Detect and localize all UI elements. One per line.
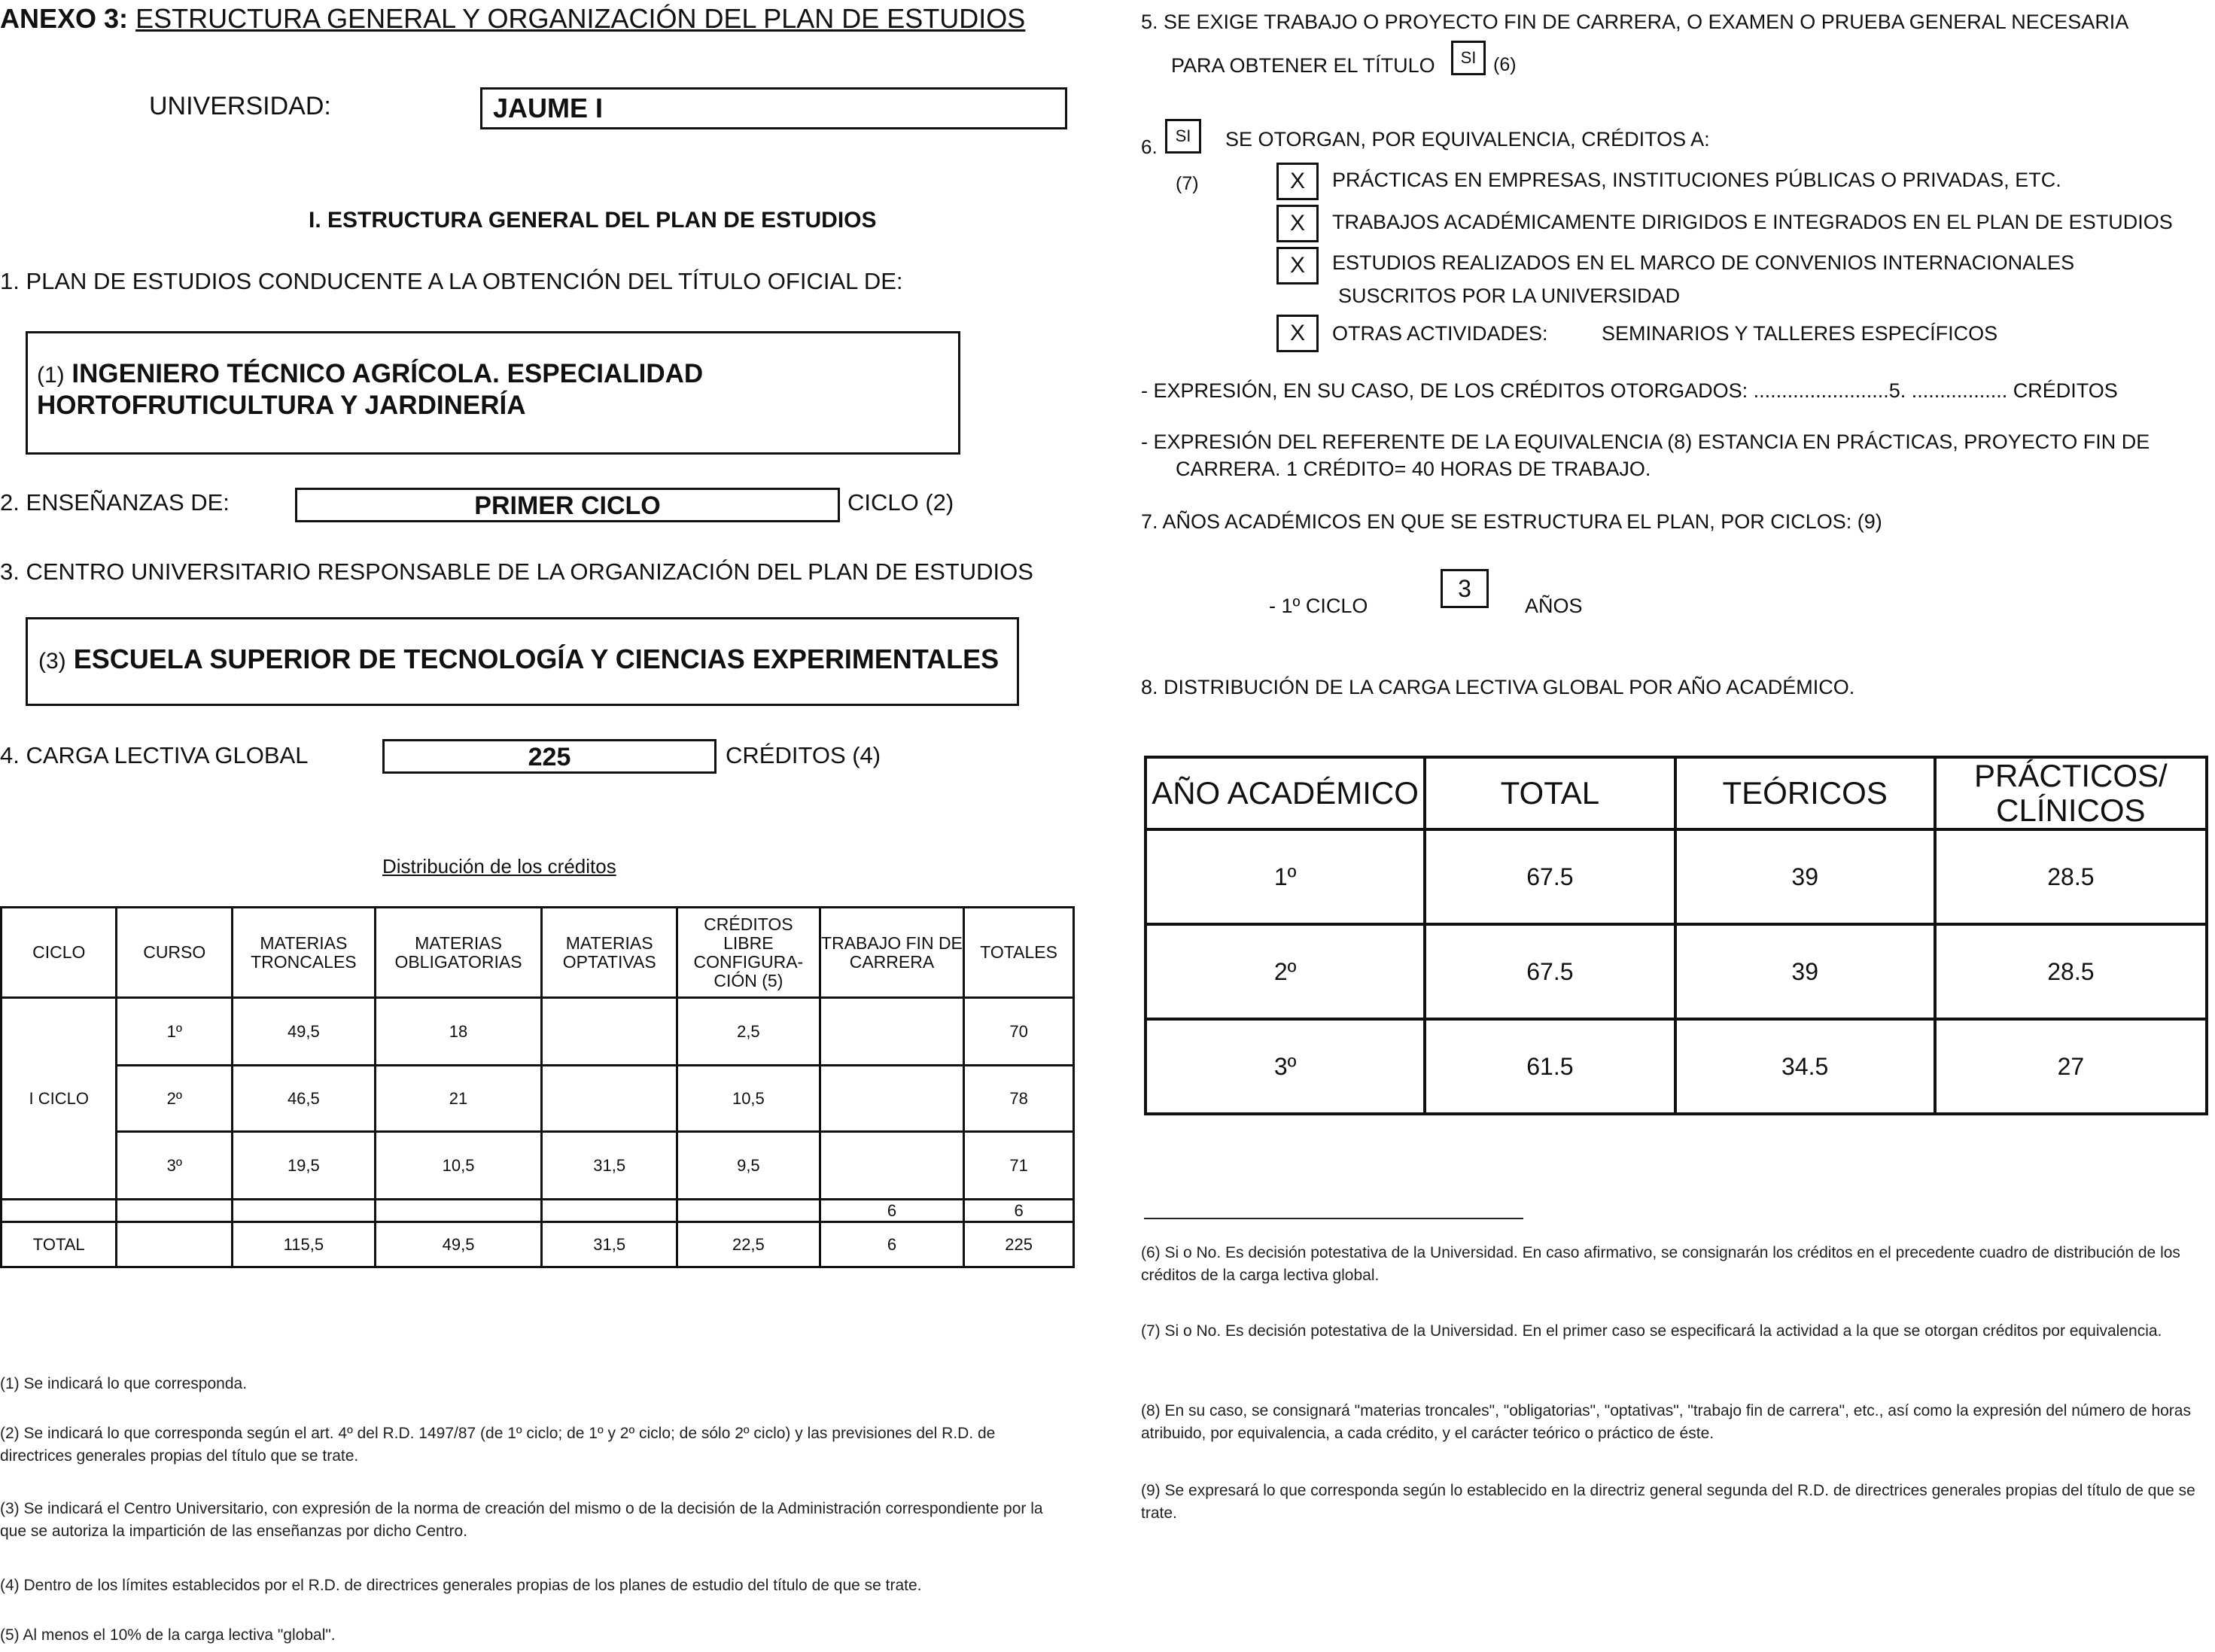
load-row bbox=[1146, 1019, 2207, 1114]
dist-header-cell: TRABAJO FIN DE CARRERA bbox=[820, 908, 963, 998]
dist-header-cell: CRÉDITOS LIBRE CONFIGURA-CIÓN (5) bbox=[677, 908, 820, 998]
dist-cell: 70 bbox=[964, 998, 1074, 1066]
load-cell: 3º bbox=[1146, 1019, 1425, 1114]
section1-title: I. ESTRUCTURA GENERAL DEL PLAN DE ESTUDIOS bbox=[309, 208, 877, 233]
dist-cell: 49,5 bbox=[233, 998, 376, 1066]
dist-cell: 46,5 bbox=[233, 1066, 376, 1132]
load-cell: 27 bbox=[1935, 1019, 2207, 1114]
annual-load-table bbox=[1144, 756, 2208, 1115]
degree-text-2: HORTOFRUTICULTURA Y JARDINERÍA bbox=[37, 391, 526, 420]
option-label: TRABAJOS ACADÉMICAMENTE DIRIGIDOS E INTEGRADOS EN EL PLAN DE ESTUDIOS bbox=[1332, 211, 2173, 233]
degree-field bbox=[26, 331, 960, 455]
dist-cell: 225 bbox=[964, 1222, 1074, 1267]
load-cell: 67.5 bbox=[1425, 829, 1675, 924]
load-cell: 39 bbox=[1675, 829, 1935, 924]
dist-cell: 31,5 bbox=[542, 1222, 677, 1267]
center-value: ESCUELA SUPERIOR DE TECNOLOGÍA Y CIENCIAS EXPERIMENTALES bbox=[73, 643, 999, 674]
section7-unit: AÑOS bbox=[1525, 595, 1583, 617]
dist-header-cell: MATERIAS TRONCALES bbox=[233, 908, 376, 998]
load-row bbox=[1146, 924, 2207, 1019]
load-header-cell: TEÓRICOS bbox=[1675, 757, 1935, 829]
load-cell: 61.5 bbox=[1425, 1019, 1675, 1114]
credits-distribution-table bbox=[0, 906, 1075, 1268]
load-cell: 39 bbox=[1675, 924, 1935, 1019]
dist-cell bbox=[820, 1132, 963, 1200]
university-field bbox=[480, 87, 1067, 129]
item2-suffix: CICLO (2) bbox=[847, 489, 954, 516]
dist-header-cell: CURSO bbox=[117, 908, 233, 998]
load-cell: 34.5 bbox=[1675, 1019, 1935, 1114]
footnote-7: (7) Si o No. Es decisión potestativa de la Universidad. En el primer caso se especificará la actividad a la que se otorgan créditos por equivalencia. bbox=[1141, 1322, 2162, 1340]
dist-cell: 6 bbox=[820, 1200, 963, 1222]
option-checkbox[interactable]: X bbox=[1276, 247, 1319, 284]
section7-label: 7. AÑOS ACADÉMICOS EN QUE SE ESTRUCTURA EL PLAN, POR CICLOS: (9) bbox=[1141, 510, 1882, 533]
annex-title: ESTRUCTURA GENERAL Y ORGANIZACIÓN DEL PLAN DE ESTUDIOS bbox=[135, 3, 1026, 34]
footnote-5: (5) Al menos el 10% de la carga lectiva "global". bbox=[0, 1626, 336, 1644]
load-cell: 2º bbox=[1146, 924, 1425, 1019]
dist-cell: 18 bbox=[375, 998, 542, 1066]
annex-label: ANEXO 3: bbox=[0, 3, 129, 34]
footnote-4: (4) Dentro de los límites establecidos por el R.D. de directrices generales propias de los planes de estudio del título de que se trate. bbox=[0, 1577, 922, 1594]
dist-total-label: TOTAL bbox=[2, 1222, 117, 1267]
section5-answer-box: SI bbox=[1451, 41, 1486, 75]
option-label: PRÁCTICAS EN EMPRESAS, INSTITUCIONES PÚBLICAS O PRIVADAS, ETC. bbox=[1332, 169, 2061, 191]
section7-ciclo: - 1º CICLO bbox=[1269, 595, 1368, 617]
load-cell: 28.5 bbox=[1935, 924, 2207, 1019]
section6-ref: (7) bbox=[1176, 173, 1199, 194]
item4-suffix: CRÉDITOS (4) bbox=[726, 742, 881, 768]
center-line bbox=[38, 643, 999, 675]
dist-cell: 21 bbox=[375, 1066, 542, 1132]
dist-cell: 10,5 bbox=[375, 1132, 542, 1200]
dist-header-cell: MATERIAS OBLIGATORIAS bbox=[375, 908, 542, 998]
dist-cell: 2,5 bbox=[677, 998, 820, 1066]
load-cell: 1º bbox=[1146, 829, 1425, 924]
university-label: UNIVERSIDAD: bbox=[149, 92, 331, 120]
dist-cell: 3º bbox=[117, 1132, 233, 1200]
option-detail: SEMINARIOS Y TALLERES ESPECÍFICOS bbox=[1602, 322, 1998, 345]
option-checkbox[interactable]: X bbox=[1276, 163, 1319, 200]
dist-header-cell: CICLO bbox=[2, 908, 117, 998]
distribution-title: Distribución de los créditos bbox=[382, 855, 616, 878]
degree-line1 bbox=[37, 359, 703, 389]
dist-cell: 1º bbox=[117, 998, 233, 1066]
dist-cell: 115,5 bbox=[233, 1222, 376, 1267]
dist-cell: 9,5 bbox=[677, 1132, 820, 1200]
dist-extra-row bbox=[2, 1200, 1074, 1222]
footnote-3: (3) Se indicará el Centro Universitario, con expresión de la norma de creación del mismo o de la decisión de la Administración correspondiente por la que se autoriza la impartición de las enseñanzas por dicho Centro. bbox=[0, 1500, 1043, 1540]
footnote-2: (2) Se indicará lo que corresponda según el art. 4º del R.D. 1497/87 (de 1º ciclo; de 1º y 2º ciclo; de sólo 2º ciclo) y las previsiones del R.D. de directrices generales propias del título que se trate. bbox=[0, 1425, 996, 1465]
dist-ciclo-cell: I CICLO bbox=[2, 998, 117, 1200]
dist-cell: 49,5 bbox=[375, 1222, 542, 1267]
dist-cell: 2º bbox=[117, 1066, 233, 1132]
footnote-8: (8) En su caso, se consignará "materias troncales", "obligatorias", "optativas", "trabajo fin de carrera", etc., así como la expresión del número de horas atribuido, por equivalencia, a cada crédito, y el carácter teórico o práctico de éste. bbox=[1141, 1402, 2191, 1442]
item3-label: 3. CENTRO UNIVERSITARIO RESPONSABLE DE LA ORGANIZACIÓN DEL PLAN DE ESTUDIOS bbox=[0, 558, 1033, 585]
load-header-row bbox=[1146, 757, 2207, 829]
load-cell: 28.5 bbox=[1935, 829, 2207, 924]
load-header-cell: AÑO ACADÉMICO bbox=[1146, 757, 1425, 829]
load-header-cell: TOTAL bbox=[1425, 757, 1675, 829]
footnote-1: (1) Se indicará lo que corresponda. bbox=[0, 1375, 248, 1392]
load-cell: 67.5 bbox=[1425, 924, 1675, 1019]
section6-answer-box: SI bbox=[1165, 119, 1201, 154]
expr-ref-line1: - EXPRESIÓN DEL REFERENTE DE LA EQUIVALENCIA (8) ESTANCIA EN PRÁCTICAS, PROYECTO FIN DE bbox=[1141, 430, 2150, 453]
university-value: JAUME I bbox=[493, 93, 604, 123]
center-field bbox=[26, 617, 1019, 706]
degree-text-1: INGENIERO TÉCNICO AGRÍCOLA. ESPECIALIDAD bbox=[72, 359, 704, 388]
dist-total-row bbox=[2, 1222, 1074, 1267]
dist-row bbox=[2, 998, 1074, 1066]
expr-credits: - EXPRESIÓN, EN SU CASO, DE LOS CRÉDITOS OTORGADOS: ........................5. ................. CRÉDITOS bbox=[1141, 379, 2118, 402]
option-checkbox[interactable]: X bbox=[1276, 315, 1319, 352]
dist-cell bbox=[542, 1066, 677, 1132]
section5-label: PARA OBTENER EL TÍTULO bbox=[1171, 54, 1435, 77]
section5-line1: 5. SE EXIGE TRABAJO O PROYECTO FIN DE CARRERA, O EXAMEN O PRUEBA GENERAL NECESARIA bbox=[1141, 11, 2129, 33]
item4-label: 4. CARGA LECTIVA GLOBAL bbox=[0, 742, 309, 768]
option-label: OTRAS ACTIVIDADES: bbox=[1332, 322, 1548, 345]
dist-cell: 6 bbox=[820, 1222, 963, 1267]
option-label-cont: SUSCRITOS POR LA UNIVERSIDAD bbox=[1338, 284, 1681, 307]
dist-header-cell: MATERIAS OPTATIVAS bbox=[542, 908, 677, 998]
section5-ref: (6) bbox=[1493, 54, 1517, 75]
item2-label: 2. ENSEÑANZAS DE: bbox=[0, 489, 230, 516]
section6-text: SE OTORGAN, POR EQUIVALENCIA, CRÉDITOS A: bbox=[1225, 128, 1710, 151]
section6-number: 6. bbox=[1141, 135, 1158, 158]
section7-years-box: 3 bbox=[1441, 569, 1489, 608]
dist-cell: 10,5 bbox=[677, 1066, 820, 1132]
dist-header-cell: TOTALES bbox=[964, 908, 1074, 998]
dist-cell bbox=[820, 1066, 963, 1132]
section8-label: 8. DISTRIBUCIÓN DE LA CARGA LECTIVA GLOBAL POR AÑO ACADÉMICO. bbox=[1141, 676, 1855, 698]
option-label: ESTUDIOS REALIZADOS EN EL MARCO DE CONVENIOS INTERNACIONALES bbox=[1332, 251, 2075, 274]
dist-cell: 22,5 bbox=[677, 1222, 820, 1267]
dist-cell: 31,5 bbox=[542, 1132, 677, 1200]
item2-field bbox=[295, 488, 840, 522]
load-row bbox=[1146, 829, 2207, 924]
item2-value: PRIMER CICLO bbox=[474, 491, 661, 520]
dist-cell: 19,5 bbox=[233, 1132, 376, 1200]
dist-cell bbox=[820, 998, 963, 1066]
dist-row bbox=[2, 1132, 1074, 1200]
footnote-divider bbox=[1144, 1218, 1523, 1219]
degree-ref: (1) bbox=[37, 363, 65, 388]
dist-row bbox=[2, 1066, 1074, 1132]
item1-label: 1. PLAN DE ESTUDIOS CONDUCENTE A LA OBTENCIÓN DEL TÍTULO OFICIAL DE: bbox=[0, 268, 903, 294]
dist-cell: 71 bbox=[964, 1132, 1074, 1200]
item4-value: 225 bbox=[528, 743, 571, 771]
dist-header-row bbox=[2, 908, 1074, 998]
section5-line2 bbox=[1171, 54, 1435, 78]
load-header-cell: PRÁCTICOS/ CLÍNICOS bbox=[1935, 757, 2207, 829]
annex-heading bbox=[0, 3, 1025, 35]
item4-field bbox=[382, 739, 717, 774]
option-checkbox[interactable]: X bbox=[1276, 205, 1319, 242]
footnote-9: (9) Se expresará lo que corresponda según lo establecido en la directriz general segunda del R.D. de directrices generales propias del título de que se trate. bbox=[1141, 1482, 2195, 1522]
footnote-6: (6) Si o No. Es decisión potestativa de la Universidad. En caso afirmativo, se consignarán los créditos en el precedente cuadro de distribución de los créditos de la carga lectiva global. bbox=[1141, 1244, 2180, 1284]
center-ref: (3) bbox=[38, 649, 66, 674]
dist-cell bbox=[542, 998, 677, 1066]
expr-ref-line2: CARRERA. 1 CRÉDITO= 40 HORAS DE TRABAJO. bbox=[1176, 458, 1651, 480]
dist-cell: 6 bbox=[964, 1200, 1074, 1222]
dist-cell: 78 bbox=[964, 1066, 1074, 1132]
